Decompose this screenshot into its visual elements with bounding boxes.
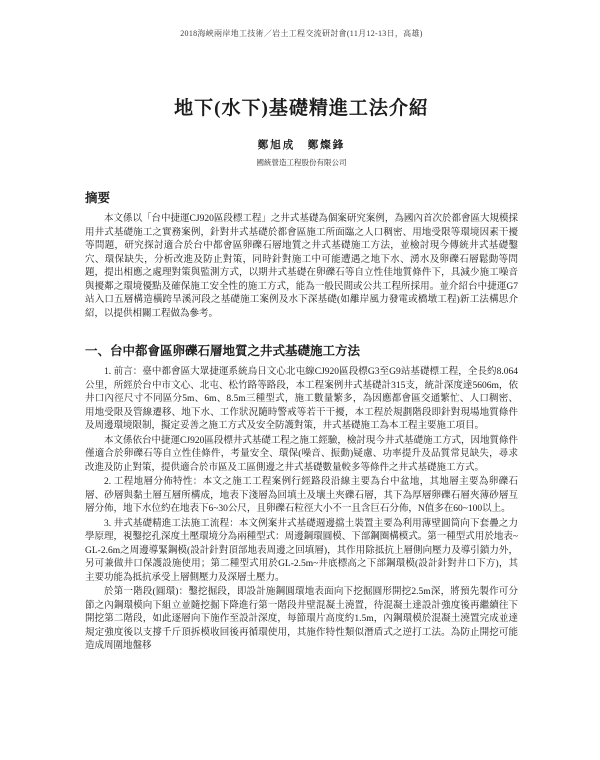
abstract-paragraph: 本文係以「台中捷運CJ920區段標工程」之井式基礎為個案研究案例，為國內首次於都會區大規模採用井式基礎施工之實務案例，針對井式基礎於都會區施工所面臨之人口稠密、用地受限等環境因素干擾等問題，研究探討適合於台中都會區卵礫石層地質之井式基礎施工方法，並檢討現今傳統井式基礎鑿穴、環保缺失，分析改進及防止對策，同時針對施工中可能遭遇之地下水、湧水及卵礫石層鬆動等問題，提出相應之處理對策與監測方式，以期井式基礎在卵礫石等自立性佳地質條件下，具減少施工噪音與擾鄰之環境優點及確保施工安全性的施工方式，能為一般民間或公共工程所採用。並介紹台中捷運G7站入口五層構造橫跨旱溪河段之基礎施工案例及水下深基礎(如離岸風力發電或橋墩工程)新工法構思介紹，以提供相關工程做為參考。	[85, 214, 518, 319]
author-affiliation: 國統營造工程股份有限公司	[256, 158, 347, 167]
section-1-paragraph-stage1: 於第一階段(圓環)：鑿挖掘段，即設計施鋼圓環地表面向下挖掘圓形開挖2.5m深，將預先製作可分節之內鋼環模向下組立並隨挖掘下降進行第一階段井壁混凝土澆置，待混凝土達設計強度後再繼續往下開挖第二階段，如此逐層向下施作至設計深度，每節環片高度約1.5m，內鋼環模於混凝土澆置完成並達規定強度後以支撐千斤頂拆模收回後再循環使用，其施作特性類似潛盾式之逆打工法。為防止開挖可能造成周圍地盤移	[85, 587, 518, 651]
paper-title: 地下(水下)基礎精進工法介紹	[174, 98, 429, 119]
section-1-heading: 一、台中都會區卵礫石層地質之井式基礎施工方法	[85, 344, 361, 358]
conference-header: 2018海峽兩岸地工技術／岩土工程交流研討會(11月12-13日，高雄)	[180, 29, 423, 38]
abstract-heading: 摘要	[85, 191, 111, 205]
section-1-paragraph-geology: 2. 工程地層分佈特性：本文之施工工程案例行經路段沿線主要為台中盆地，其地層主要為卵礫石層、砂層與黏土層互層所構成，地表下淺層為回填土及壤土夾礫石層，其下為厚層卵礫石層夾薄砂層互層分佈，地下水位約在地表下6~30公尺，且卵礫石粒徑大小不一且含巨石分佈，N值多在60~100以上。	[85, 477, 518, 514]
author-names: 鄭旭成 鄭燦鋒	[257, 140, 346, 151]
section-1-paragraph-process: 3. 井式基礎精進工法施工流程：本文例案井式基礎週邊擋土裝置主要為利用薄壁圓筒向下套疊之力學原理，視鑿挖孔深度土壓環境分為兩種型式：周邊鋼環圓模、下部鋼圈構模式。第一種型式用於地表~GL-2.6m之周邊導緊鋼模(設計針對頂部地表周邊之回填層)，其作用除抵抗上層側向壓力及導引鎖力外，另可兼做井口保護設施使用；第二種型式用於GL-2.5m~井底標高之下部鋼環模(設計針對井口下方)，其主要功能為抵抗承受上層側壓力及深層土壓力。	[85, 518, 518, 583]
section-1-paragraph-intro: 1. 前言：臺中都會區大眾捷運系統烏日文心北屯線CJ920區段標G3至G9站基礎標工程，全長約8.064公里，所經於台中市文心、北屯、松竹路等路段，本工程案例井式基礎計315支，統計深度達5606m，依井口內徑尺寸不同區分5m、6m、8.5m三種型式，施工數量繁多，為因應都會區交通繁忙、人口稠密、用地受限及管線遷移、地下水、工作狀況隨時警戒等若干干擾，本工程於規劃階段即針對現場地質條件及周邊環境限制，擬定妥善之施工方式及安全防護對策，井式基礎施工為本工程主要施工項目。	[85, 367, 518, 431]
section-1-paragraph-experience: 本文係依台中捷運CJ920區段標井式基礎工程之施工經驗，檢討現今井式基礎施工方式，因地質條件僅適合於卵礫石等自立性佳條件，考量安全、環保(噪音、振動)疑慮、功率提升及品質常見缺失，尋求改進及防止對策，提供適合於市區及工區側邊之井式基礎數量較多等條件之井式基礎施工方式。	[85, 435, 518, 473]
